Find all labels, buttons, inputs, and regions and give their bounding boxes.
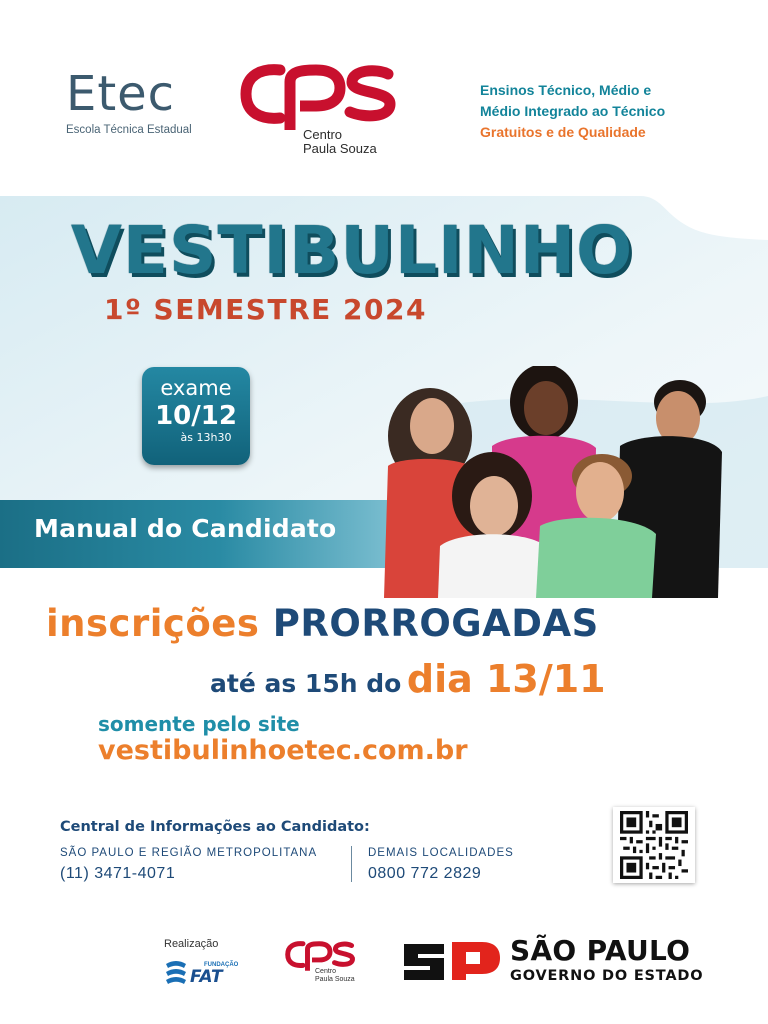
semester-subtitle: 1º SEMESTRE 2024 (104, 293, 427, 326)
tagline-line2: Médio Integrado ao Técnico (480, 103, 666, 119)
registration-deadline (210, 657, 606, 701)
etec-logo (66, 68, 206, 136)
sp-wordmark-line2: GOVERNO DO ESTADO (510, 968, 704, 984)
students-photo (380, 366, 725, 598)
contact-region-other (368, 847, 514, 883)
deadline-time: até as 15h do (210, 669, 402, 698)
cps-logo-name-line2: Paula Souza (303, 141, 377, 156)
registration-extended-heading (46, 602, 599, 645)
manual-title: Manual do Candidato (34, 514, 337, 543)
etec-logo-subtitle: Escola Técnica Estadual (66, 124, 192, 136)
cps-footer-name-line2: Paula Souza (315, 976, 355, 983)
tagline-line3: Gratuitos e de Qualidade (480, 124, 646, 140)
sao-paulo-government-logo-mark (404, 938, 500, 984)
centro-paula-souza-footer-logo (285, 938, 357, 988)
sp-wordmark-line1: SÃO PAULO (510, 934, 691, 967)
cps-logo-name (303, 128, 377, 156)
exam-time: às 13h30 (180, 431, 232, 444)
cps-footer-name-line1: Centro (315, 968, 337, 975)
fundacao-fat-logo (164, 958, 238, 984)
cps-footer-logo-name (315, 968, 355, 984)
centro-paula-souza-logo (240, 60, 400, 160)
cps-footer-logo-mark (285, 938, 357, 972)
region-other-phone[interactable]: 0800 772 2829 (368, 865, 482, 882)
region-metropolitan-label: SÃO PAULO E REGIÃO METROPOLITANA (60, 847, 318, 859)
exam-date-badge (142, 367, 250, 465)
vestibulinho-title: VESTIBULINHO (70, 212, 634, 289)
exam-label: exame (160, 376, 232, 400)
deadline-date: dia 13/11 (406, 657, 606, 701)
contact-region-metropolitan (60, 847, 317, 883)
contact-divider (351, 846, 352, 882)
region-other-label: DEMAIS LOCALIDADES (368, 847, 514, 859)
tagline (480, 80, 665, 143)
realizacao-label: Realização (164, 938, 219, 950)
exam-date: 10/12 (155, 401, 237, 431)
cps-logo-mark (240, 60, 400, 130)
tagline-line1: Ensinos Técnico, Médio e (480, 82, 652, 98)
contact-title: Central de Informações ao Candidato: (60, 819, 370, 835)
cps-logo-name-line1: Centro (303, 127, 343, 142)
fat-logo-small-text: FUNDAÇÃO (204, 962, 238, 968)
qr-code-icon (620, 811, 688, 879)
registration-label: inscrições (46, 602, 260, 645)
etec-logo-word: Etec (66, 66, 176, 122)
fat-logo-big-text: FAT (190, 967, 223, 984)
qr-code[interactable] (613, 807, 695, 883)
region-metropolitan-phone[interactable]: (11) 3471-4071 (60, 865, 176, 882)
sao-paulo-government-wordmark (510, 935, 703, 985)
site-url-link[interactable]: vestibulinhoetec.com.br (98, 735, 468, 766)
site-note: somente pelo site (98, 712, 300, 736)
registration-extended-label: PRORROGADAS (272, 602, 599, 645)
